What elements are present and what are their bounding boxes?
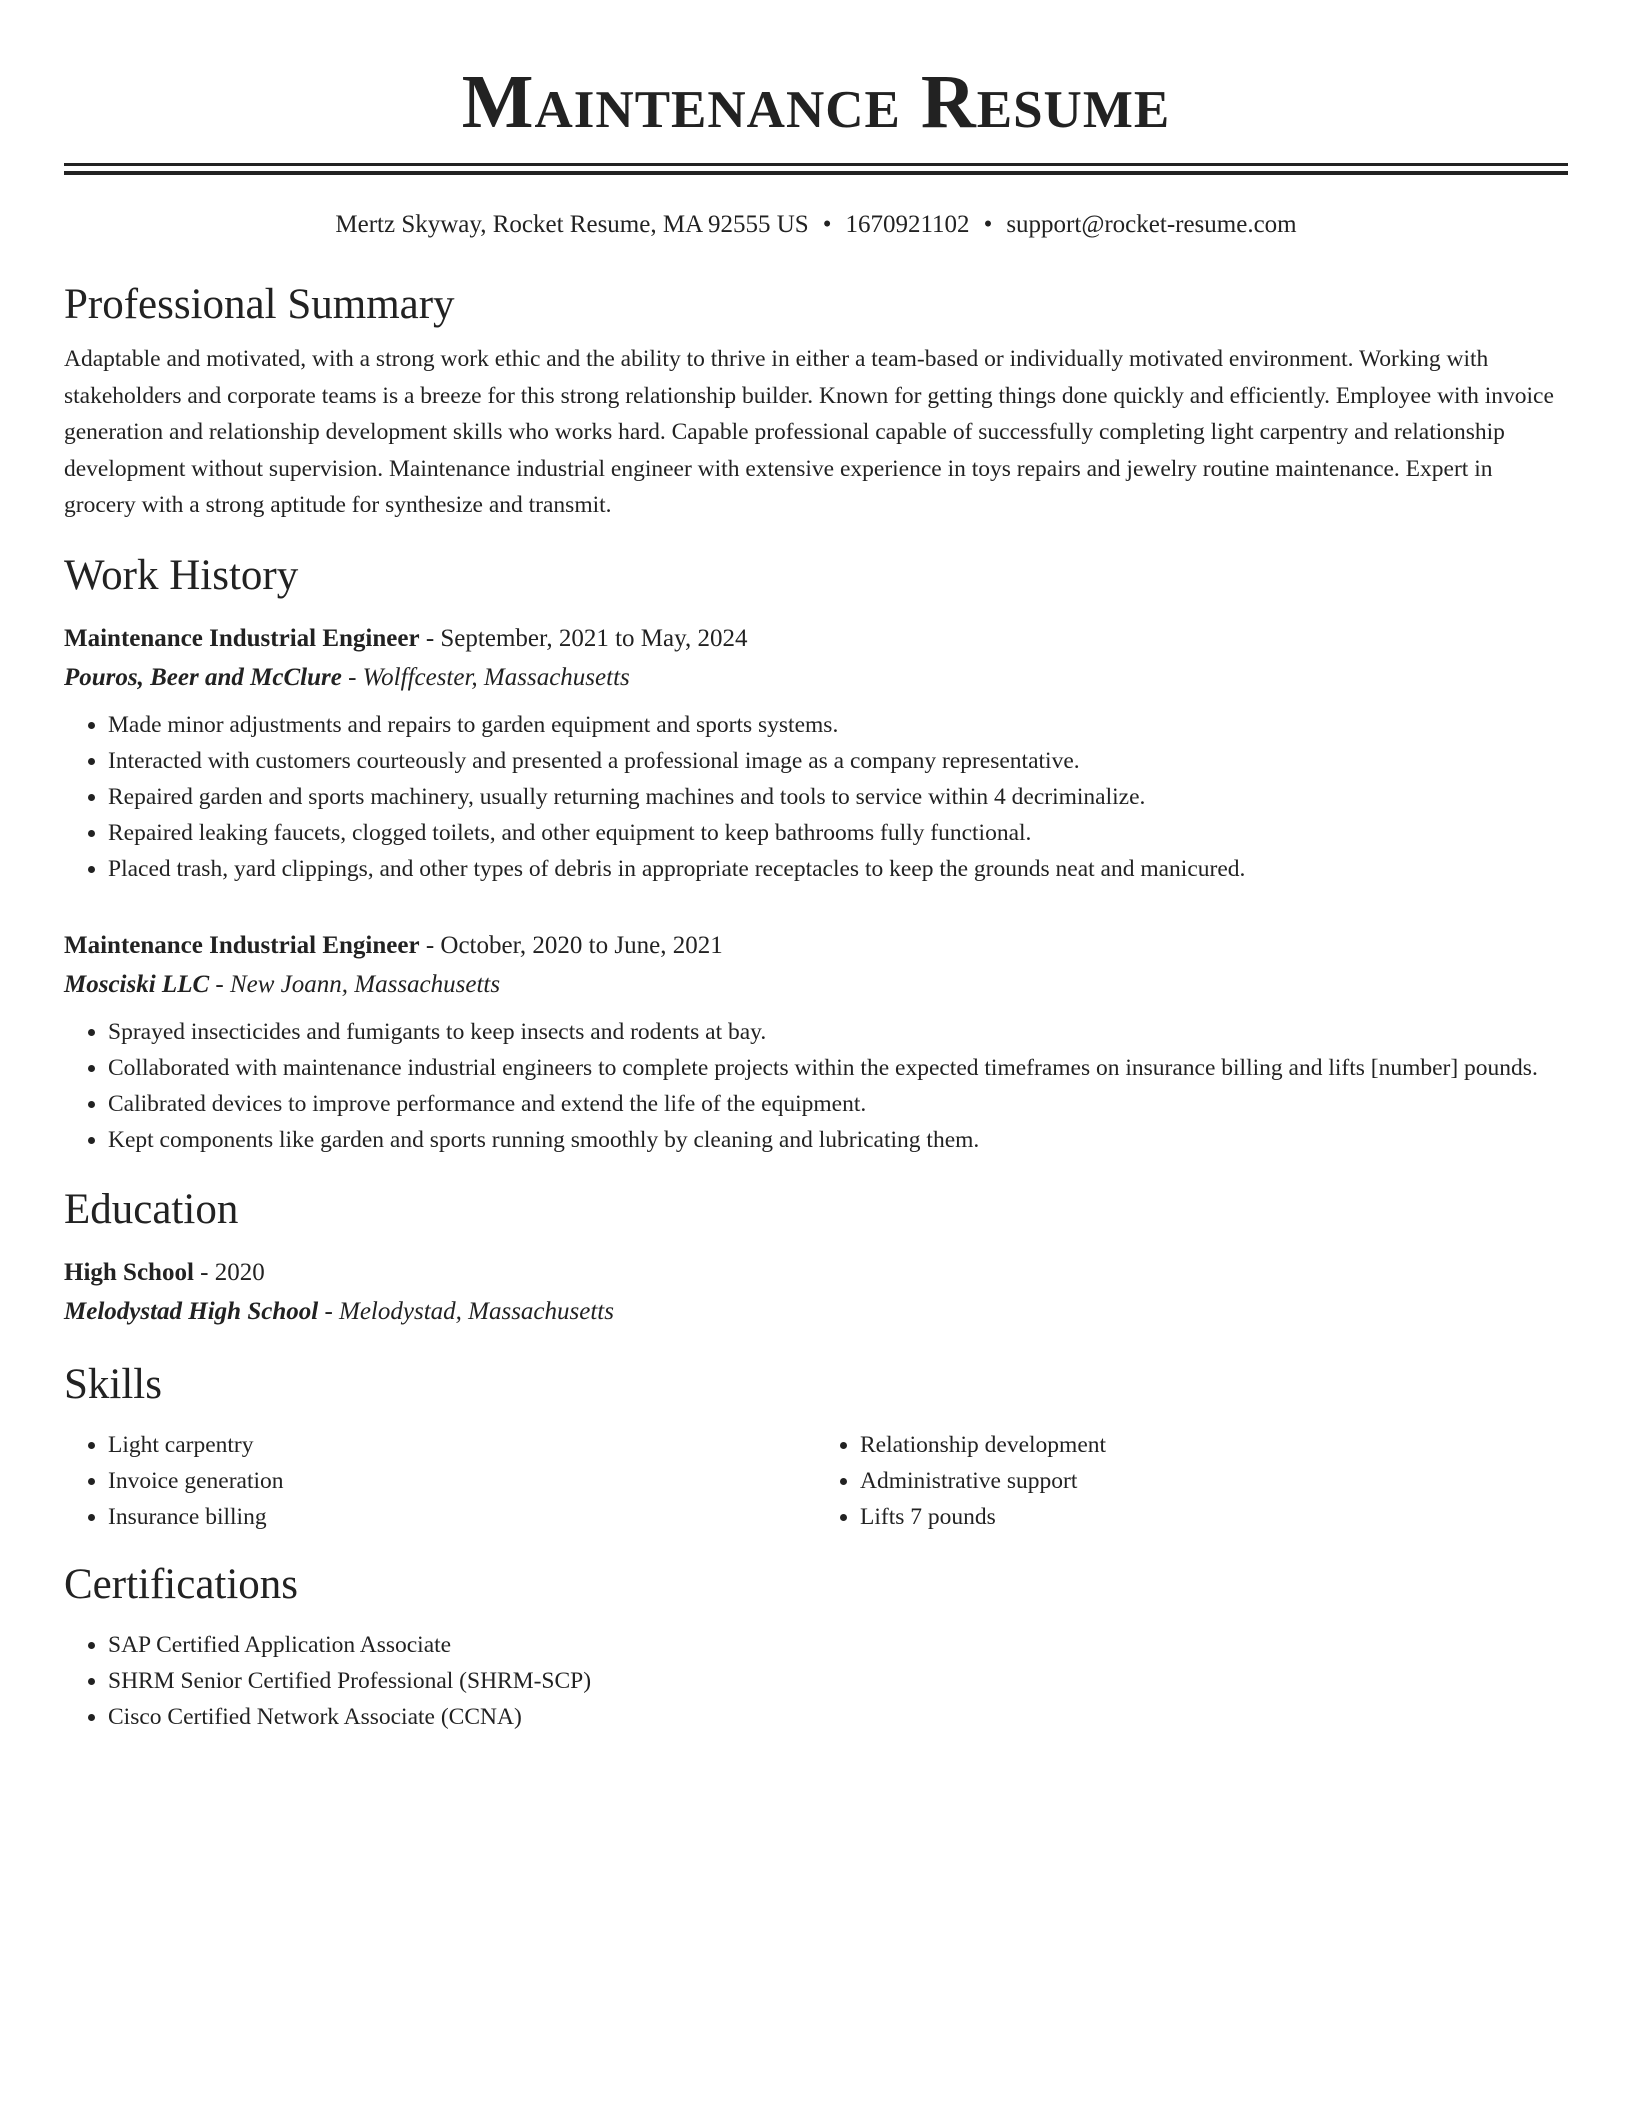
job-company: Pouros, Beer and McClure (64, 663, 342, 691)
resume-title: Maintenance Resume (461, 60, 1171, 144)
education-location: Melodystad, Massachusetts (339, 1297, 614, 1325)
job-duty: • Repaired garden and sports machinery, usually returning machines and tools to service within 4 decriminalize. (108, 779, 1568, 815)
job-duty: • Interacted with customers courteously and presented a professional image as a company representative. (108, 743, 1568, 779)
title-rule-top (64, 163, 1568, 166)
section-heading-education: Education (64, 1185, 239, 1233)
job-duty: • Collaborated with maintenance industrial engineers to complete projects within the expected timeframes on insurance billing and lifts [number] pounds. (108, 1050, 1568, 1086)
job-entry (64, 929, 1568, 1158)
job-title: Maintenance Industrial Engineer (64, 624, 420, 652)
section-heading-certifications: Certifications (64, 1560, 299, 1608)
job-entry (64, 622, 1568, 887)
certification-item: • Cisco Certified Network Associate (CCNA) (108, 1699, 1568, 1735)
skills-columns (64, 1427, 1568, 1535)
education-dash: - (318, 1297, 340, 1325)
job-title-line (64, 622, 1568, 656)
skill-item: • Administrative support (860, 1463, 1568, 1499)
education-school: Melodystad High School (64, 1297, 319, 1325)
job-title: Maintenance Industrial Engineer (64, 931, 420, 959)
skills-list-left (64, 1427, 816, 1535)
skill-item: • Insurance billing (108, 1499, 816, 1535)
job-dash: - (209, 970, 230, 998)
job-title-line (64, 929, 1568, 963)
skill-item: • Lifts 7 pounds (860, 1499, 1568, 1535)
contact-phone: 1670921102 (845, 211, 970, 238)
job-dash: - (419, 931, 441, 959)
job-dates: October, 2020 to June, 2021 (440, 931, 723, 959)
education-school-line (64, 1295, 1568, 1329)
job-duty: • Repaired leaking faucets, clogged toilets, and other equipment to keep bathrooms fully functional. (108, 815, 1568, 851)
job-company: Mosciski LLC (64, 970, 210, 998)
job-company-line (64, 661, 1568, 695)
certification-item: • SAP Certified Application Associate (108, 1627, 1568, 1663)
education-year: 2020 (214, 1258, 265, 1286)
job-duties-list (64, 707, 1568, 887)
section-heading-skills: Skills (64, 1360, 162, 1408)
job-duty: • Sprayed insecticides and fumigants to keep insects and rodents at bay. (108, 1014, 1568, 1050)
job-duties-list (64, 1014, 1568, 1158)
job-dates: September, 2021 to May, 2024 (440, 624, 748, 652)
section-heading-summary: Professional Summary (64, 281, 455, 328)
certification-item: • SHRM Senior Certified Professional (SHRM-SCP) (108, 1663, 1568, 1699)
title-rule-bottom (64, 171, 1568, 175)
summary-text: Adaptable and motivated, with a strong work ethic and the ability to thrive in either a team-based or individually motivated environment. Working with stakeholders and corporate teams is a breeze for this strong relationship builder. Known for getting things done quickly and efficiently. Employee with invoice generation and relationship development skills who works hard. Capable professional capable of successfully completing light carpentry and relationship development without supervision. Maintenance industrial engineer with extensive experience in toys repairs and jewelry routine maintenance. Expert in grocery with a strong aptitude for synthesize and transmit. (64, 346, 1554, 518)
skills-column-left (64, 1427, 816, 1535)
contact-line (64, 209, 1568, 241)
education-degree: High School (64, 1258, 194, 1286)
job-duty: • Kept components like garden and sports running smoothly by cleaning and lubricating them. (108, 1122, 1568, 1158)
job-dash: - (341, 663, 363, 691)
certifications-list (64, 1627, 1568, 1735)
contact-separator: • (983, 211, 993, 238)
job-location: New Joann, Massachusetts (229, 970, 501, 998)
job-duty: • Placed trash, yard clippings, and other types of debris in appropriate receptacles to keep the grounds neat and manicured. (108, 851, 1568, 887)
skills-column-right (816, 1427, 1568, 1535)
contact-address: Mertz Skyway, Rocket Resume, MA 92555 US (335, 211, 809, 238)
job-company-line (64, 968, 1568, 1002)
skill-item: • Relationship development (860, 1427, 1568, 1463)
education-degree-line (64, 1256, 1568, 1290)
skill-item: • Light carpentry (108, 1427, 816, 1463)
skills-list-right (816, 1427, 1568, 1535)
skill-item: • Invoice generation (108, 1463, 816, 1499)
contact-separator: • (822, 211, 832, 238)
job-duty: • Calibrated devices to improve performance and extend the life of the equipment. (108, 1086, 1568, 1122)
contact-email: support@rocket-resume.com (1006, 211, 1297, 238)
job-dash: - (419, 624, 441, 652)
education-dash: - (193, 1258, 215, 1286)
job-duty: • Made minor adjustments and repairs to garden equipment and sports systems. (108, 707, 1568, 743)
job-location: Wolffcester, Massachusetts (362, 663, 630, 691)
section-heading-work-history: Work History (64, 551, 299, 599)
